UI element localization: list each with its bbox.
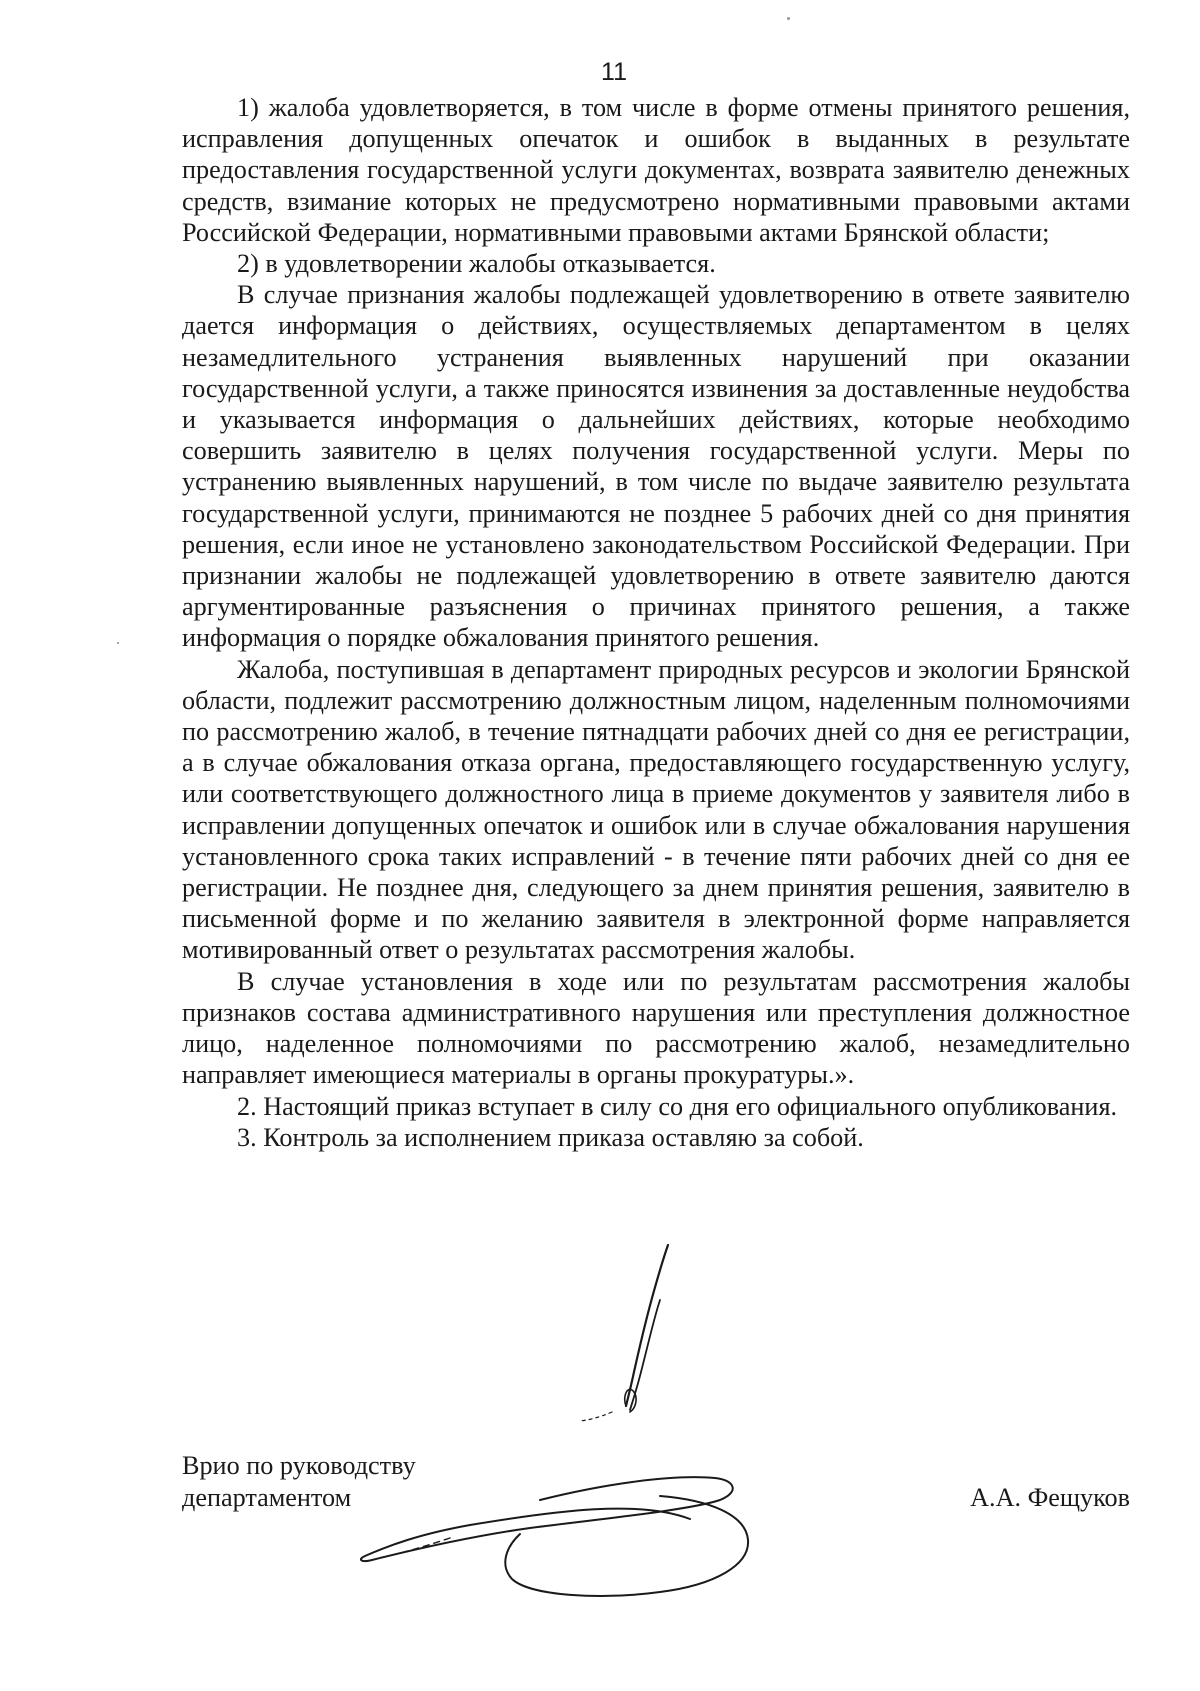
paragraph-effective-date: 2. Настоящий приказ вступает в силу со дня его официального опубликования. bbox=[237, 1091, 1118, 1121]
paragraph-item-2: 2) в удовлетворении жалобы отказывается. bbox=[237, 249, 716, 279]
paragraph-prosecution: В случае установления в ходе или по результатам рассмотрения жалобы признаков состава административного нарушения или преступления должностное лицо, наделенное полномочиями по рассмотрению жалоб, незамедлительно направляет имеющиеся материалы в органы прокуратуры.». bbox=[182, 966, 1130, 1090]
paragraph-consideration-result: В случае признания жалобы подлежащей удовлетворению в ответе заявителю дается информация о действиях, осуществляемых департаментом в целях незамедлительного устранения выявленных нарушений при оказании государственной услуги, а также приносятся извинения за доставленные неудобства и указывается информация о дальнейших действиях, которые необходимо совершить заявителю в целях получения государственной услуги. Меры по устранению выявленных нарушений, в том числе по выдаче заявителю результата государственной услуги, принимаются не позднее 5 рабочих дней со дня принятия решения, если иное не установлено законодательством Российской Федерации. При признании жалобы не подлежащей удовлетворению в ответе заявителю даются аргументированные разъяснения о причинах принятого решения, а также информация о порядке обжалования принятого решения. bbox=[182, 280, 1130, 653]
signatory-name: А.А. Фещуков bbox=[970, 1483, 1130, 1512]
paragraph-control: 3. Контроль за исполнением приказа оставляю за собой. bbox=[237, 1122, 864, 1152]
signatory-title-line2: департаментом bbox=[182, 1483, 352, 1512]
scan-speck bbox=[117, 642, 119, 644]
paragraph-item-1: 1) жалоба удовлетворяется, в том числе в форме отмены принятого решения, исправления допущенных опечаток и ошибок в выданных в результате предоставления государственной услуги документах, возврата заявителю денежных средств, взимание которых не предусмотрено нормативными правовыми актами Российской Федерации, нормативными правовыми актами Брянской области; bbox=[182, 93, 1130, 247]
signatory-title bbox=[182, 1450, 416, 1514]
scan-speck bbox=[787, 17, 790, 20]
page-number: 11 bbox=[601, 58, 627, 86]
paragraph-complaint-review: Жалоба, поступившая в департамент природных ресурсов и экологии Брянской области, подлежит рассмотрению должностным лицом, наделенным полномочиями по рассмотрению жалоб, в течение пятнадцати рабочих дней со дня ее регистрации, а в случае обжалования отказа органа, предоставляющего государственную услугу, или соответствующего должностного лица в приеме документов у заявителя либо в исправлении допущенных опечаток и ошибок или в случае обжалования нарушения установленного срока таких исправлений - в течение пяти рабочих дней со дня ее регистрации. Не позднее дня, следующего за днем принятия решения, заявителю в письменной форме и по желанию заявителя в электронной форме направляется мотивированный ответ о результатах рассмотрения жалобы. bbox=[182, 654, 1130, 965]
signatory-title-line1: Врио по руководству bbox=[182, 1451, 416, 1480]
document-body bbox=[182, 92, 1130, 1153]
